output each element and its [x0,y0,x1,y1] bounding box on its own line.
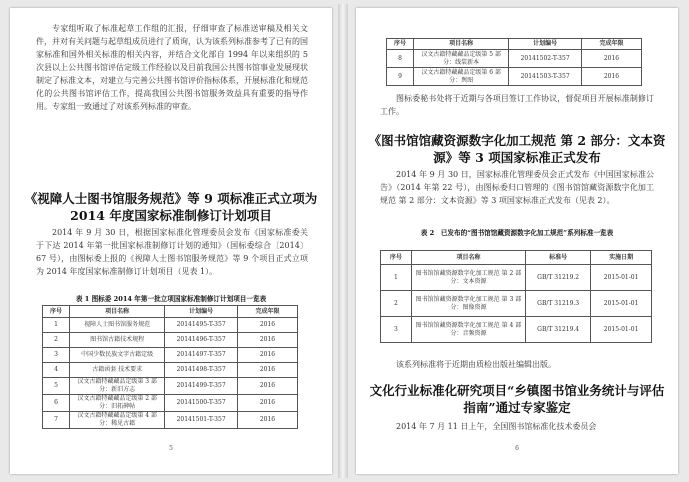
table-cell: 20141498-T-357 [165,363,238,378]
table-cell: 汉文古籍特藏藏品定级第 5 部分：线装新本 [414,50,509,68]
table-cell: 20141502-T-357 [509,50,582,68]
column-header: 项目名称 [411,251,525,265]
table-row [381,291,652,317]
table-row [381,265,652,291]
book-spine [338,4,348,478]
digitization-standard-heading: 《图书馆馆藏资源数字化加工规范 第 2 部分：文本资源》等 3 项国家标准正式发布 [368,133,666,165]
table-row [43,412,298,429]
column-header: 实施日期 [591,251,652,265]
table-cell: 汉文古籍特藏藏品定级第 3 部分：新旧方志 [70,378,165,395]
table-cell: 汉文古籍特藏藏品定级第 6 部分：舆图 [414,68,509,86]
table-cell: 视障人士图书馆服务规范 [70,318,165,333]
column-header: 计划编号 [509,39,582,50]
table-cell: 9 [387,68,414,86]
table-cell: 7 [43,412,70,429]
table-row [43,318,298,333]
project-approval-heading: 《视障人士图书馆服务规范》等 9 项标准正式立项为 2014 年度国家标准制修订计划项目 [24,191,318,223]
review-intro-paragraph: 专家组听取了标准起草工作组的汇报，仔细审查了标准送审稿及相关文件，并对有关问题与起草组成员进行了质询，认为该系列标准参考了已有的国家标准和国外相关标准的相关内容，并结合文化部自 1994 年以来组织的 5 次县以上公共图书馆评估定级工作经验以及目前我国公共图书馆事业发展现状制定了标准文本，对建立与完善公共图书馆评价指标体系，开展标准化和规范化的公共图书馆评估工作，提高我国公共图书馆服务效益具有重要的指导作用。专家组一致通过了对该系列标准的审查。 [36,24,308,111]
table-cell: 6 [43,395,70,412]
page-number: 5 [169,445,173,452]
table-cell: 2016 [581,50,641,68]
column-header: 计划编号 [165,306,238,318]
table-row [381,317,652,343]
table-row [43,333,298,348]
table-cell: 2016 [237,412,297,429]
table-header-row [387,39,642,50]
page-number: 6 [515,445,519,452]
column-header: 序号 [381,251,412,265]
table1-caption: 表 1 图标委 2014 年第一批立项国家标准制修订计划项目一览表 [75,295,267,303]
table-row [387,68,642,86]
table-row [43,348,298,363]
table-cell: 图书馆馆藏资源数字化加工规范 第 4 部分：音频资源 [411,317,525,343]
table-cell: 2016 [237,333,297,348]
right-page [356,8,678,474]
table-row [387,50,642,68]
table-cell: 汉文古籍特藏藏品定级第 2 部分：旧拓碑帖 [70,395,165,412]
column-header: 项目名称 [70,306,165,318]
table-cell: 5 [43,378,70,395]
table-cell: 2016 [237,318,297,333]
published-standards-table [380,250,652,343]
column-header: 序号 [43,306,70,318]
column-header: 序号 [387,39,414,50]
table-cell: 2016 [237,378,297,395]
publication-note: 该系列标准将于近期由质检出版社编辑出版。 [396,360,556,369]
column-header: 项目名称 [414,39,509,50]
table2-caption: 表 2 已发布的“图书馆馆藏资源数字化加工规范”系列标准一览表 [420,229,614,237]
table-cell: 1 [381,265,412,291]
table-cell: 2016 [237,363,297,378]
table-cell: 2016 [237,395,297,412]
project-table-continued [386,38,642,86]
project-table [42,305,298,429]
table-row [43,363,298,378]
table-cell: 中国少数民族文字古籍定级 [70,348,165,363]
table-cell: 2016 [237,348,297,363]
table-cell: 3 [381,317,412,343]
table-cell: 3 [43,348,70,363]
table-cell: 2015-01-01 [591,291,652,317]
table-cell: 8 [387,50,414,68]
table-cell: 20141501-T-357 [165,412,238,429]
table-cell: 1 [43,318,70,333]
table-cell: 20141497-T-357 [165,348,238,363]
township-library-paragraph: 2014 年 7 月 11 日上午，全国图书馆标准化技术委员会 [396,422,597,431]
table-cell: 图书馆古籍技术规程 [70,333,165,348]
table-cell: 图书馆馆藏资源数字化加工规范 第 2 部分：文本资源 [411,265,525,291]
table-cell: 2 [381,291,412,317]
table-cell: 20141503-T-357 [509,68,582,86]
table-cell: 2015-01-01 [591,317,652,343]
table-row [43,395,298,412]
work-agreement-note: 图标委秘书处将于近期与各项目签订工作协议，督促项目开展标准制修订工作。 [380,94,654,116]
table-cell: 古籍函套 技术要求 [70,363,165,378]
table-cell: GB/T 31219.2 [526,265,591,291]
column-header: 完成年限 [237,306,297,318]
column-header: 标准号 [526,251,591,265]
table-cell: 4 [43,363,70,378]
table-cell: GB/T 31219.3 [526,291,591,317]
table-cell: 20141499-T-357 [165,378,238,395]
township-library-heading: 文化行业标准化研究项目“乡镇图书馆业务统计与评估指南”通过专家鉴定 [369,383,665,415]
table-cell: 2016 [581,68,641,86]
table-cell: 20141500-T-357 [165,395,238,412]
table-cell: 20141496-T-357 [165,333,238,348]
table-cell: 20141495-T-357 [165,318,238,333]
project-approval-paragraph: 2014 年 9 月 30 日，根据国家标准化管理委员会发布《国家标准委关于下达 2014 年第一批国家标准制修订计划的通知》（国标委综合〔2014〕67 号），由图标委上报的《视障人士图书馆服务规范》等 9 个项目正式立项为 2014 年度国家标准制修订计划项目（见表 1）。 [36,228,308,276]
table-header-row [381,251,652,265]
table-row [43,378,298,395]
table-cell: 2 [43,333,70,348]
table-header-row [43,306,298,318]
left-page [10,8,332,474]
table-cell: GB/T 31219.4 [526,317,591,343]
table-cell: 2015-01-01 [591,265,652,291]
column-header: 完成年限 [581,39,641,50]
digitization-standard-paragraph: 2014 年 9 月 30 日，国家标准化管理委员会正式发布《中国国家标准公告》（2014 年第 22 号），由图标委归口管理的《图书馆馆藏资源数字化加工规范 第 2 部分：文本资源》等 3 项国家标准正式发布（见表 2）。 [380,170,654,205]
table-cell: 图书馆馆藏资源数字化加工规范 第 3 部分：图像资源 [411,291,525,317]
table-cell: 汉文古籍特藏藏品定级第 4 部分：稀见古籍 [70,412,165,429]
